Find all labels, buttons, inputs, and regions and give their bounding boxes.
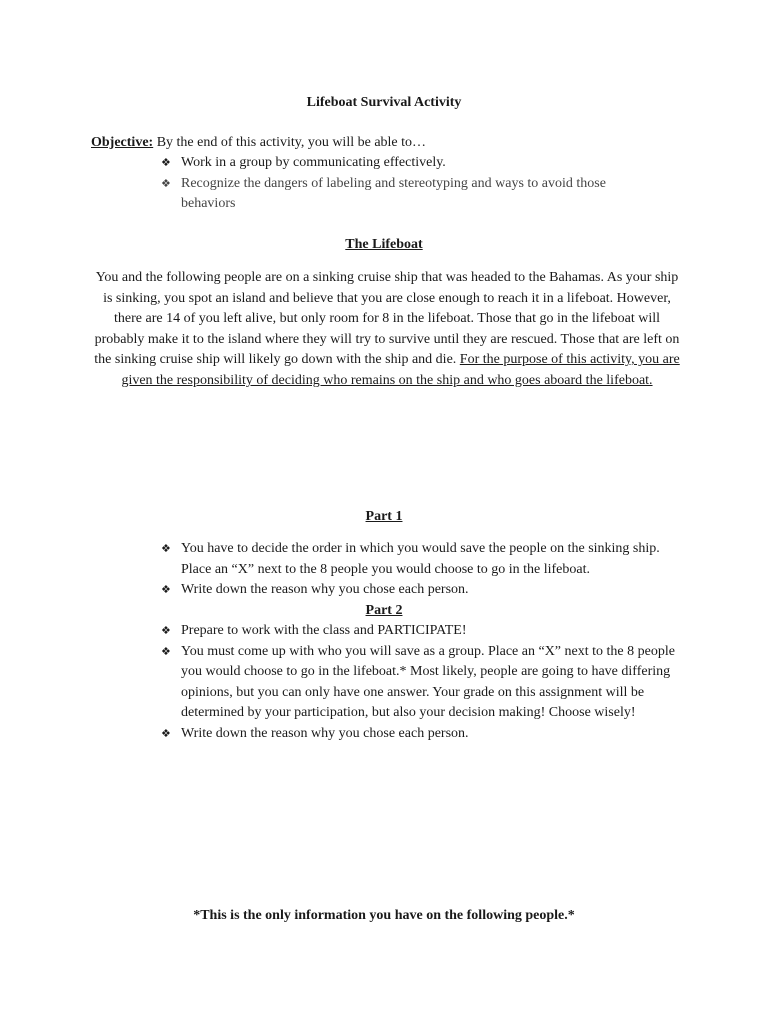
part2-heading: Part 2 [365, 603, 403, 618]
lifeboat-heading: The Lifeboat [345, 237, 423, 252]
list-item [161, 580, 681, 601]
objective-line [91, 133, 691, 154]
four-diamond-bullet-icon: ❖ [161, 624, 171, 637]
list-item [161, 621, 681, 642]
four-diamond-bullet-icon: ❖ [161, 644, 171, 658]
list-item [161, 642, 681, 724]
lifeboat-responsibility-text: For the purpose of this activity, you are given the responsibility of deciding who remains on the ship and who goes aboard the lifeboat. [121, 352, 680, 388]
part2-bullet-text: Prepare to work with the class and PARTICIPATE! [181, 623, 467, 638]
objective-label: Objective: [91, 135, 154, 150]
four-diamond-bullet-icon: ❖ [161, 726, 171, 740]
four-diamond-bullet-icon: ❖ [161, 542, 171, 555]
objective-bullet-list [161, 153, 651, 215]
list-item [161, 153, 651, 174]
four-diamond-bullet-icon: ❖ [161, 176, 171, 190]
objective-text: By the end of this activity, you will be able to… [153, 135, 427, 150]
part2-bullet-text: Write down the reason why you chose each person. [181, 725, 469, 741]
part2-bullet-list [161, 621, 681, 745]
objective-bullet-text: Work in a group by communicating effectively. [181, 155, 446, 170]
page-title: Lifeboat Survival Activity [306, 95, 462, 110]
part2-bullet-text: You must come up with who you will save as a group. Place an “X” next to the 8 people you would choose to go in the lifeboat.* Most likely, people are going to have differing opinions, but you can only have one answer. Your grade on this assignment will be determined by your participation, but also your decision making! Choose wisely! [181, 643, 675, 721]
list-item [161, 174, 651, 215]
footer-note: *This is the only information you have on the following people.* [193, 908, 575, 923]
part1-heading: Part 1 [365, 509, 403, 524]
lifeboat-paragraph-text: You and the following people are on a sinking cruise ship that was headed to the Bahamas. As your ship is sinking, you spot an island and believe that you are close enough to reach it in a lifeboat. However, there are 14 of you left alive, but only room for 8 in the lifeboat. Those that go in the lifeboat will probably make it to the island where they will try to survive until they are rescued. Those that are left on the sinking cruise ship will likely go down with the ship and die. [94, 270, 680, 368]
list-item [161, 539, 681, 580]
four-diamond-bullet-icon: ❖ [161, 156, 171, 169]
list-item [161, 724, 681, 745]
objective-bullet-text: Recognize the dangers of labeling and stereotyping and ways to avoid those behaviors [181, 175, 606, 212]
part1-bullet-text: You have to decide the order in which you would save the people on the sinking ship. Place an “X” next to the 8 people you would choose to go in the lifeboat. [181, 541, 660, 577]
part1-bullet-text: Write down the reason why you chose each person. [181, 582, 469, 598]
lifeboat-paragraph [92, 268, 682, 392]
part1-bullet-list [161, 539, 681, 601]
four-diamond-bullet-icon: ❖ [161, 583, 171, 597]
